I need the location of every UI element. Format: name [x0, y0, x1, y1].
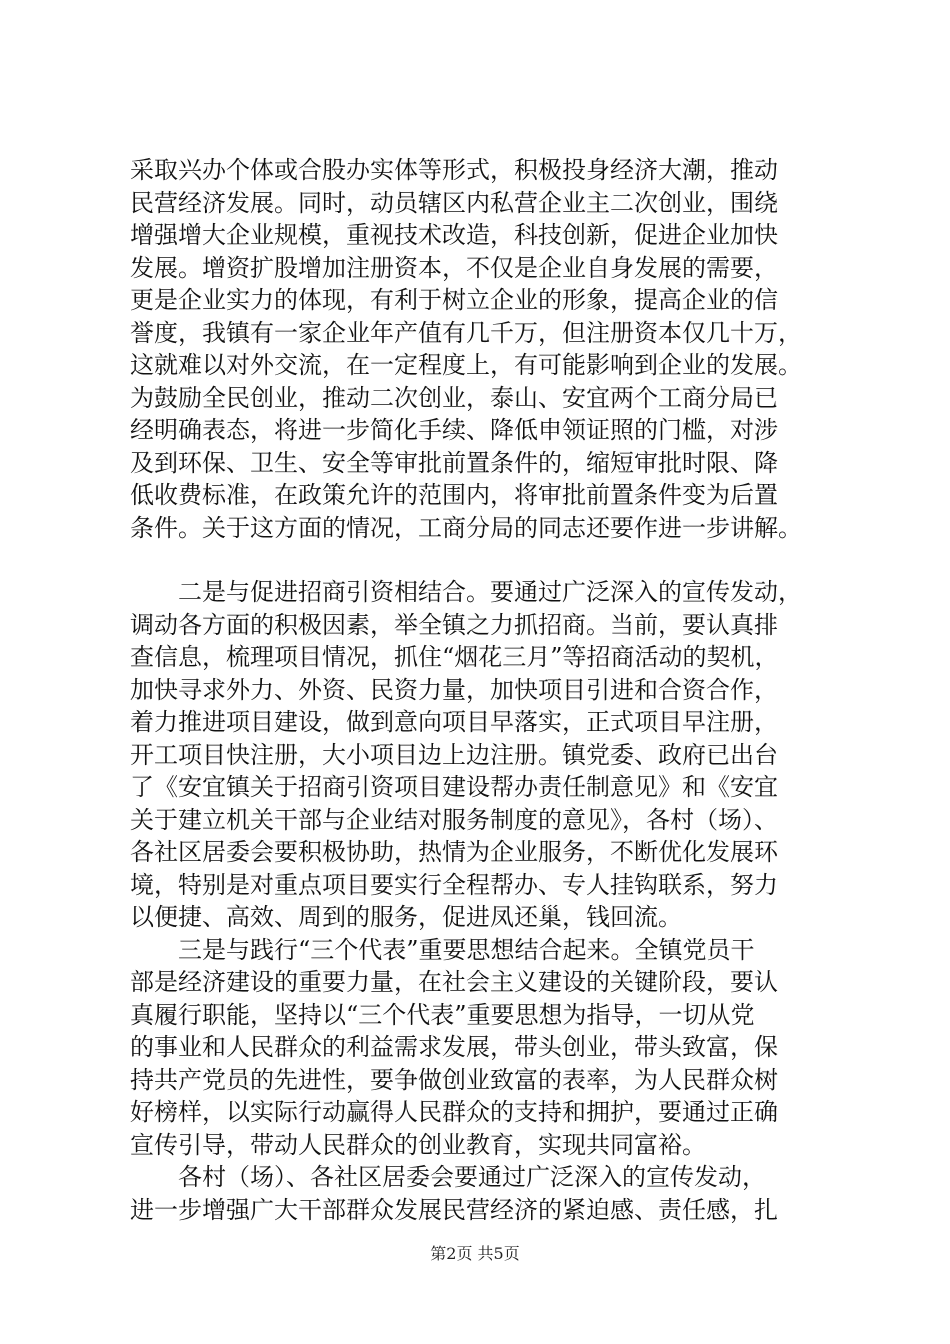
text-line: 了《安宜镇关于招商引资项目建设帮办责任制意见》和《安宜: [130, 773, 778, 801]
text-line: 发展。增资扩股增加注册资本，不仅是企业自身发展的需要，: [130, 253, 778, 282]
text-line: 经明确表态，将进一步简化手续、降低申领证照的门槛，对涉: [130, 416, 778, 444]
paragraph: [130, 576, 830, 934]
paragraph: [130, 934, 830, 1162]
text-line: 调动各方面的积极因素，举全镇之力抓招商。当前，要认真排: [130, 610, 778, 639]
text-line: 加快寻求外力、外资、民资力量，加快项目引进和合资合作，: [130, 675, 778, 704]
text-line: 查信息，梳理项目情况，抓住“烟花三月”等招商活动的契机，: [130, 643, 779, 671]
text-line: 低收费标准，在政策允许的范围内，将审批前置条件变为后置: [130, 481, 778, 509]
text-line: 采取兴办个体或合股办实体等形式，积极投身经济大潮，推动: [130, 156, 778, 184]
text-line: 二是与促进招商引资相结合。要通过广泛深入的宣传发动，: [178, 578, 802, 606]
document-body: [130, 154, 830, 1226]
text-line: 这就难以对外交流，在一定程度上，有可能影响到企业的发展。: [130, 351, 802, 379]
text-line: 着力推进项目建设，做到意向项目早落实，正式项目早注册，: [130, 708, 778, 736]
text-line: 各社区居委会要积极协助，热情为企业服务，不断优化发展环: [130, 838, 778, 866]
page-footer: 第2页 共5页: [430, 1244, 520, 1263]
text-line: 好榜样，以实际行动赢得人民群众的支持和拥护，要通过正确: [130, 1098, 778, 1126]
text-line: 三是与践行“三个代表”重要思想结合起来。全镇党员干: [178, 935, 755, 964]
text-line: 更是企业实力的体现，有利于树立企业的形象，提高企业的信: [130, 286, 778, 314]
text-line: 条件。关于这方面的情况，工商分局的同志还要作进一步讲解。: [130, 513, 802, 542]
paragraph: [130, 1161, 830, 1226]
text-line: 宣传引导，带动人民群众的创业教育，实现共同富裕。: [130, 1130, 706, 1159]
paragraph: [130, 154, 830, 544]
text-line: 持共产党员的先进性，要争做创业致富的表率，为人民群众树: [130, 1065, 778, 1094]
text-line: 各村（场）、各社区居委会要通过广泛深入的宣传发动，: [178, 1163, 766, 1191]
text-line: 境，特别是对重点项目要实行全程帮办、专人挂钩联系，努力: [130, 870, 778, 899]
paragraph-gap: [130, 544, 830, 576]
text-line: 开工项目快注册，大小项目边上边注册。镇党委、政府已出台: [130, 740, 778, 769]
text-line: 进一步增强广大干部群众发展民营经济的紧迫感、责任感，扎: [130, 1195, 778, 1224]
text-line: 真履行职能，坚持以“三个代表”重要思想为指导，一切从党: [130, 1000, 755, 1029]
text-line: 关于建立机关干部与企业结对服务制度的意见》，各村（场）、: [130, 805, 778, 834]
text-line: 部是经济建设的重要力量，在社会主义建设的关键阶段，要认: [130, 968, 778, 996]
text-line: 以便捷、高效、周到的服务，促进凤还巢，钱回流。: [130, 903, 682, 931]
text-line: 民营经济发展。同时，动员辖区内私营企业主二次创业，围绕: [130, 188, 778, 217]
text-line: 誉度，我镇有一家企业年产值有几千万，但注册资本仅几十万，: [130, 318, 802, 347]
text-line: 增强增大企业规模，重视技术改造，科技创新，促进企业加快: [130, 221, 778, 249]
text-line: 的事业和人民群众的利益需求发展，带头创业，带头致富，保: [130, 1033, 778, 1061]
text-line: 为鼓励全民创业，推动二次创业，泰山、安宜两个工商分局已: [130, 383, 778, 412]
text-line: 及到环保、卫生、安全等审批前置条件的，缩短审批时限、降: [130, 448, 778, 477]
